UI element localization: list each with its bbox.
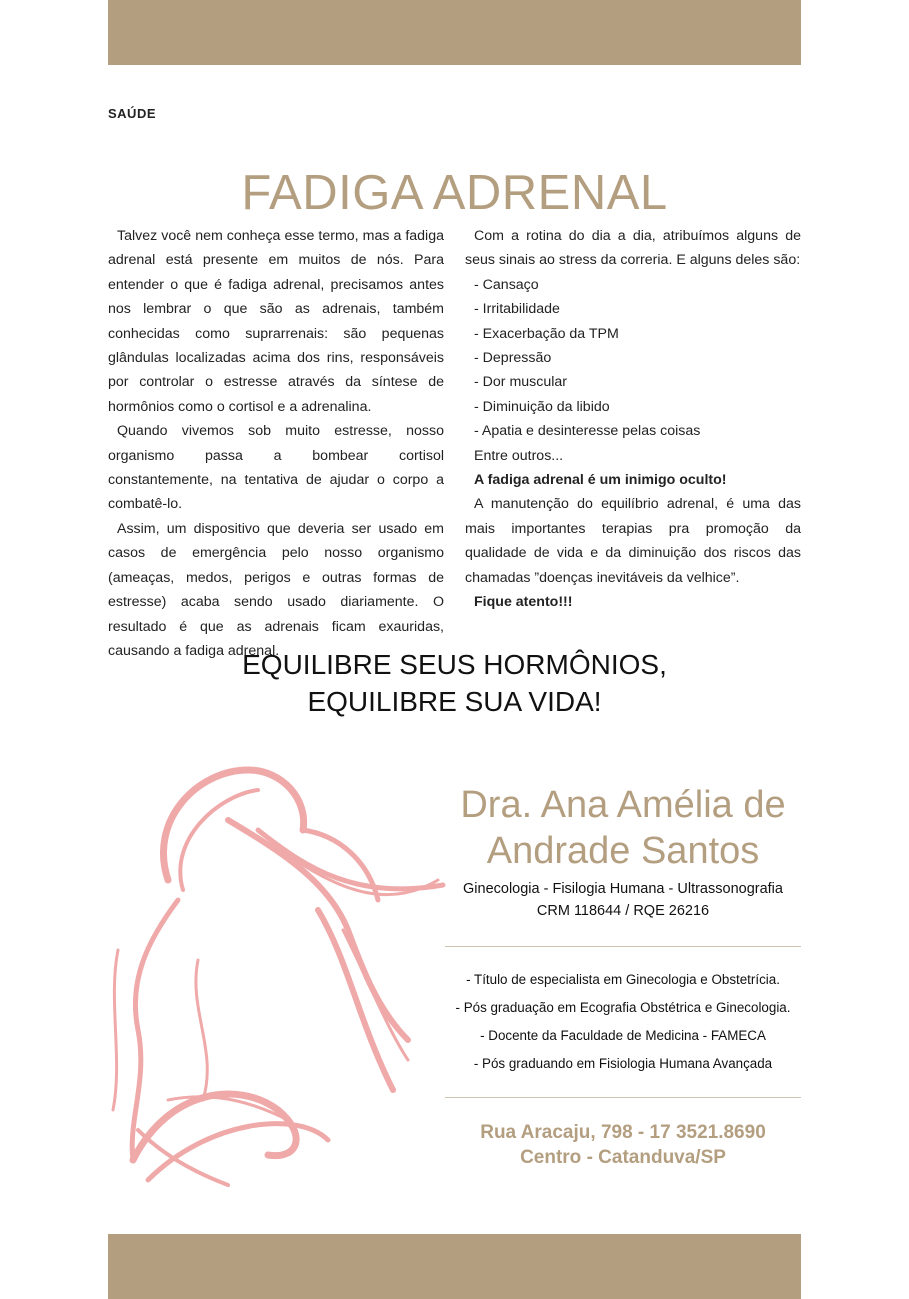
section-label: SAÚDE <box>108 106 157 121</box>
paragraph-maintenance: A manutenção do equilíbrio adrenal, é uma das mais importantes terapias pra promoção da qualidade de vida e da diminuição dos riscos das chamadas ”doenças inevitáveis da velhice”. <box>465 496 801 586</box>
symptom-item: - Irritabilidade <box>474 301 560 318</box>
symptom-item: - Dor muscular <box>474 374 568 391</box>
credential-item: - Pós graduação em Ecografia Obstétrica e Ginecologia. <box>455 1000 791 1015</box>
left-column <box>108 224 444 663</box>
address <box>445 1120 801 1170</box>
paragraph-intro: Talvez você nem conheça esse termo, mas a fadiga adrenal está presente em muitos de nós. Para entender o que é fadiga adrenal, precisamos antes nos lembrar o que são as adrenais, também conhecidas como suprarrenais: são pequenas glândulas localizadas acima dos rins, responsáveis por controlar o estresse através da síntese de hormônios como o cortisol e a adrenalina. <box>108 228 444 415</box>
slogan-line-1: EQUILIBRE SEUS HORMÔNIOS, <box>242 649 667 680</box>
credential-item: - Pós graduando em Fisiologia Humana Avançada <box>473 1056 773 1071</box>
doctor-name-line-2: Andrade Santos <box>486 830 760 872</box>
registration-text: CRM 118644 / RQE 26216 <box>536 903 710 919</box>
credential-item: - Docente da Faculdade de Medicina - FAMECA <box>480 1028 766 1043</box>
paragraph-result: Assim, um dispositivo que deveria ser usado em casos de emergência pelo nosso organismo (ameaças, medos, perigos e outras formas de estresse) acaba sendo usado diariamente. O resultado é que as adrenais ficam exauridas, causando a fadiga adrenal. <box>108 520 444 659</box>
symptom-item: - Apatia e desinteresse pelas coisas <box>474 423 701 440</box>
bottom-banner <box>108 1234 801 1299</box>
paragraph-stress: Quando vivemos sob muito estresse, nosso organismo passa a bombear cortisol constantemente, na tentativa de ajudar o corpo a combatê-lo. <box>108 423 444 513</box>
slogan <box>108 646 801 720</box>
slogan-line-2: EQUILIBRE SUA VIDA! <box>307 686 602 717</box>
article-title: FADIGA ADRENAL <box>241 165 668 220</box>
woman-silhouette-illustration <box>108 760 448 1200</box>
divider <box>445 946 801 947</box>
credentials-list <box>445 966 801 1078</box>
highlight-text: A fadiga adrenal é um inimigo oculto! <box>474 472 727 489</box>
symptom-item: - Exacerbação da TPM <box>474 325 619 342</box>
top-banner <box>108 0 801 65</box>
symptom-item: - Depressão <box>474 350 552 367</box>
right-column <box>465 224 801 615</box>
doctor-name-line-1: Dra. Ana Amélia de <box>460 784 786 826</box>
symptom-item: - Cansaço <box>474 276 539 293</box>
address-line-1: Rua Aracaju, 798 - 17 3521.8690 <box>480 1122 766 1143</box>
address-line-2: Centro - Catanduva/SP <box>520 1147 726 1168</box>
specialties-text: Ginecologia - Fisilogia Humana - Ultrassonografia <box>463 881 783 897</box>
divider <box>445 1097 801 1098</box>
symptom-item: - Diminuição da libido <box>474 398 610 415</box>
paragraph-signs: Com a rotina do dia a dia, atribuímos alguns de seus sinais ao stress da correria. E alguns deles são: <box>465 228 801 269</box>
doctor-name <box>445 782 801 874</box>
credential-item: - Título de especialista em Ginecologia e Obstetrícia. <box>466 972 780 987</box>
closing-text: Fique atento!!! <box>474 594 573 611</box>
doctor-specialties <box>445 878 801 922</box>
others-text: Entre outros... <box>474 447 564 464</box>
